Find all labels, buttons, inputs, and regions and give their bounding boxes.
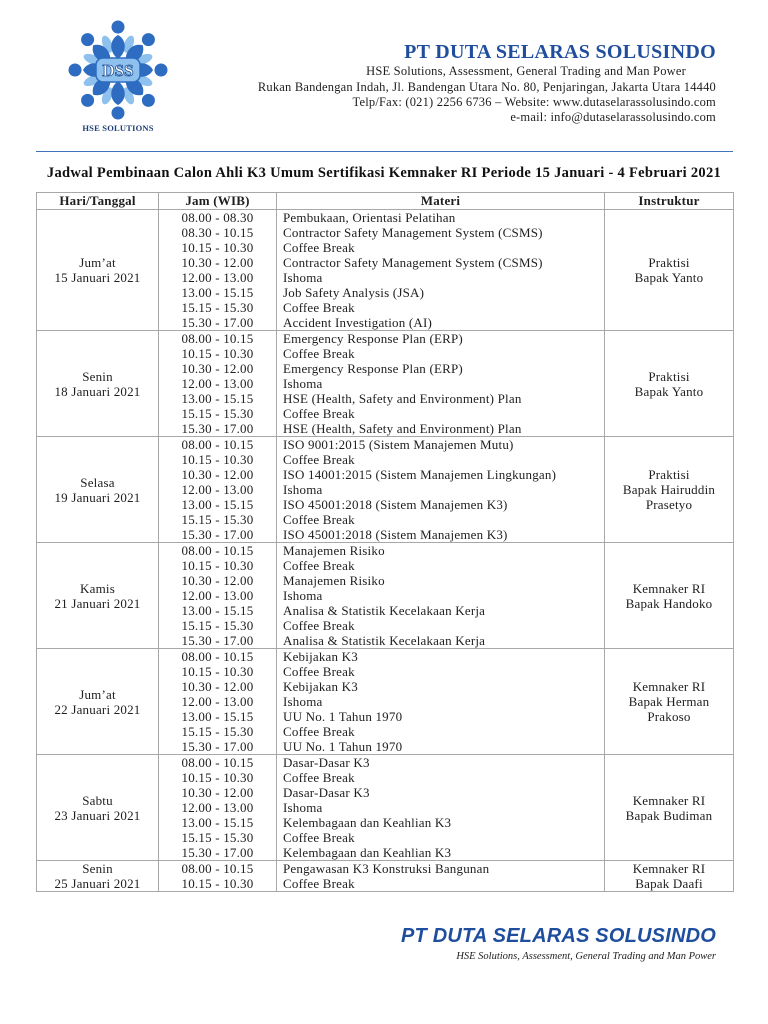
session-time: 12.00 - 13.00 bbox=[181, 376, 254, 391]
session-time: 15.30 - 17.00 bbox=[181, 845, 254, 860]
session-time: 08.00 - 10.15 bbox=[181, 755, 254, 770]
header-materi: Materi bbox=[277, 193, 605, 210]
session-topic: Ishoma bbox=[283, 694, 323, 709]
session-topic: Coffee Break bbox=[283, 770, 355, 785]
company-contact: Telp/Fax: (021) 2256 6736 – Website: www.dutaselarassolusindo.com bbox=[352, 95, 716, 109]
session-topic: Contractor Safety Management System (CSMS) bbox=[283, 225, 543, 240]
session-time: 13.00 - 15.15 bbox=[181, 709, 254, 724]
company-tagline: HSE Solutions, Assessment, General Trading and Man Power bbox=[366, 64, 686, 78]
instructor-line: Bapak Hairuddin bbox=[622, 482, 716, 497]
session-time: 10.30 - 12.00 bbox=[181, 679, 254, 694]
instructor-cell bbox=[605, 210, 734, 331]
session-topic: HSE (Health, Safety and Environment) Plan bbox=[283, 391, 522, 406]
topic-cell bbox=[277, 331, 605, 437]
day-cell bbox=[37, 331, 159, 437]
session-topic: Pembukaan, Orientasi Pelatihan bbox=[283, 210, 456, 225]
day-date: 18 Januari 2021 bbox=[54, 383, 141, 399]
instructor-line: Praktisi bbox=[648, 467, 690, 482]
session-time: 13.00 - 15.15 bbox=[181, 603, 254, 618]
day-cell bbox=[37, 437, 159, 543]
session-topic: Emergency Response Plan (ERP) bbox=[283, 361, 463, 376]
session-time: 10.30 - 12.00 bbox=[181, 785, 254, 800]
footer-company-name: PT DUTA SELARAS SOLUSINDO bbox=[400, 925, 716, 947]
day-date: 22 Januari 2021 bbox=[54, 701, 141, 717]
instructor-line: Kemnaker RI bbox=[632, 580, 706, 596]
session-time: 08.00 - 10.15 bbox=[181, 861, 254, 876]
session-topic: Coffee Break bbox=[283, 452, 355, 467]
company-logo bbox=[66, 18, 170, 122]
session-time: 15.30 - 17.00 bbox=[181, 739, 254, 754]
header-instruktur: Instruktur bbox=[605, 193, 734, 210]
session-topic: Accident Investigation (AI) bbox=[283, 315, 433, 330]
time-cell bbox=[159, 755, 277, 861]
session-time: 08.00 - 10.15 bbox=[181, 649, 254, 664]
day-name: Selasa bbox=[80, 474, 115, 490]
day-row bbox=[37, 755, 734, 861]
session-time: 10.30 - 12.00 bbox=[181, 255, 254, 270]
session-topic: Coffee Break bbox=[283, 346, 355, 361]
day-cell bbox=[37, 755, 159, 861]
session-topic: Manajemen Risiko bbox=[283, 573, 385, 588]
session-time: 10.15 - 10.30 bbox=[181, 664, 254, 679]
company-email: e-mail: info@dutaselarassolusindo.com bbox=[510, 110, 716, 124]
session-time: 12.00 - 13.00 bbox=[181, 588, 254, 603]
instructor-line: Kemnaker RI bbox=[632, 679, 706, 694]
day-name: Kamis bbox=[80, 580, 115, 596]
session-topic: UU No. 1 Tahun 1970 bbox=[283, 739, 403, 754]
day-cell bbox=[37, 861, 159, 892]
time-cell bbox=[159, 210, 277, 331]
day-row bbox=[37, 331, 734, 437]
session-topic: Coffee Break bbox=[283, 558, 355, 573]
day-cell bbox=[37, 210, 159, 331]
instructor-cell bbox=[605, 755, 734, 861]
session-topic: Kebijakan K3 bbox=[283, 679, 358, 694]
session-topic: Kelembagaan dan Keahlian K3 bbox=[283, 845, 452, 860]
session-topic: Ishoma bbox=[283, 588, 323, 603]
topic-cell bbox=[277, 210, 605, 331]
session-time: 10.15 - 10.30 bbox=[181, 558, 254, 573]
header-jam: Jam (WIB) bbox=[159, 193, 277, 210]
session-time: 08.00 - 10.15 bbox=[181, 437, 254, 452]
session-topic: Kelembagaan dan Keahlian K3 bbox=[283, 815, 452, 830]
session-topic: Analisa & Statistik Kecelakaan Kerja bbox=[283, 633, 486, 648]
session-time: 12.00 - 13.00 bbox=[181, 800, 254, 815]
session-time: 13.00 - 15.15 bbox=[181, 497, 254, 512]
document-title: Jadwal Pembinaan Calon Ahli K3 Umum Sertifikasi Kemnaker RI Periode 15 Januari - 4 Februari 2021 bbox=[46, 165, 722, 181]
company-name: PT DUTA SELARAS SOLUSINDO bbox=[404, 41, 716, 63]
session-topic: Coffee Break bbox=[283, 512, 355, 527]
instructor-line: Kemnaker RI bbox=[632, 861, 706, 876]
session-topic: ISO 45001:2018 (Sistem Manajemen K3) bbox=[283, 527, 508, 542]
session-time: 10.15 - 10.30 bbox=[181, 346, 254, 361]
session-topic: Coffee Break bbox=[283, 300, 355, 315]
topic-cell bbox=[277, 437, 605, 543]
instructor-line: Kemnaker RI bbox=[632, 792, 706, 808]
session-topic: ISO 14001:2015 (Sistem Manajemen Lingkungan) bbox=[283, 467, 557, 482]
session-topic: Ishoma bbox=[283, 800, 323, 815]
instructor-line: Praktisi bbox=[648, 368, 690, 384]
session-time: 15.15 - 15.30 bbox=[181, 512, 254, 527]
session-topic: ISO 45001:2018 (Sistem Manajemen K3) bbox=[283, 497, 508, 512]
logo-caption: HSE SOLUTIONS bbox=[82, 123, 154, 133]
day-date: 21 Januari 2021 bbox=[54, 595, 141, 611]
time-cell bbox=[159, 331, 277, 437]
session-topic: Coffee Break bbox=[283, 724, 355, 739]
session-time: 15.15 - 15.30 bbox=[181, 406, 254, 421]
session-topic: Emergency Response Plan (ERP) bbox=[283, 331, 463, 346]
day-name: Senin bbox=[82, 861, 113, 876]
time-cell bbox=[159, 543, 277, 649]
company-address: Rukan Bandengan Indah, Jl. Bandengan Utara No. 80, Penjaringan, Jakarta Utara 14440 bbox=[257, 80, 716, 94]
topic-cell bbox=[277, 543, 605, 649]
day-date: 23 Januari 2021 bbox=[54, 807, 141, 823]
day-name: Jum’at bbox=[79, 255, 116, 270]
session-time: 08.30 - 10.15 bbox=[181, 225, 254, 240]
session-topic: Ishoma bbox=[283, 270, 323, 285]
instructor-line: Bapak Herman bbox=[628, 694, 710, 709]
day-row bbox=[37, 861, 734, 892]
session-topic: Contractor Safety Management System (CSMS) bbox=[283, 255, 543, 270]
session-time: 13.00 - 15.15 bbox=[181, 815, 254, 830]
session-time: 15.15 - 15.30 bbox=[181, 300, 254, 315]
session-time: 15.30 - 17.00 bbox=[181, 527, 254, 542]
session-topic: Dasar-Dasar K3 bbox=[283, 785, 370, 800]
session-time: 08.00 - 10.15 bbox=[181, 331, 254, 346]
instructor-line: Bapak Yanto bbox=[634, 383, 704, 399]
day-row bbox=[37, 543, 734, 649]
instructor-line: Bapak Handoko bbox=[625, 595, 713, 611]
instructor-line: Bapak Budiman bbox=[625, 807, 713, 823]
session-topic: Manajemen Risiko bbox=[283, 543, 385, 558]
instructor-line: Prasetyo bbox=[645, 497, 693, 512]
day-name: Jum’at bbox=[79, 686, 116, 702]
session-topic: Kebijakan K3 bbox=[283, 649, 358, 664]
day-row bbox=[37, 649, 734, 755]
session-time: 10.15 - 10.30 bbox=[181, 770, 254, 785]
time-cell bbox=[159, 861, 277, 892]
day-row bbox=[37, 210, 734, 331]
session-topic: Job Safety Analysis (JSA) bbox=[283, 285, 425, 300]
session-time: 08.00 - 10.15 bbox=[181, 543, 254, 558]
header-hari-tanggal: Hari/Tanggal bbox=[37, 193, 159, 210]
session-time: 15.15 - 15.30 bbox=[181, 830, 254, 845]
table-header-row bbox=[37, 193, 734, 210]
session-time: 13.00 - 15.15 bbox=[181, 391, 254, 406]
session-topic: UU No. 1 Tahun 1970 bbox=[283, 709, 403, 724]
session-topic: Coffee Break bbox=[283, 240, 355, 255]
session-topic: Pengawasan K3 Konstruksi Bangunan bbox=[283, 861, 490, 876]
session-time: 08.00 - 08.30 bbox=[181, 210, 254, 225]
day-cell bbox=[37, 649, 159, 755]
day-date: 25 Januari 2021 bbox=[54, 876, 141, 891]
logo-text: DSS bbox=[102, 61, 134, 80]
session-time: 10.15 - 10.30 bbox=[181, 452, 254, 467]
footer-tagline: HSE Solutions, Assessment, General Trading and Man Power bbox=[456, 951, 716, 962]
session-topic: Coffee Break bbox=[283, 406, 355, 421]
topic-cell bbox=[277, 861, 605, 892]
instructor-cell bbox=[605, 437, 734, 543]
time-cell bbox=[159, 437, 277, 543]
session-topic: ISO 9001:2015 (Sistem Manajemen Mutu) bbox=[283, 437, 514, 452]
session-topic: Coffee Break bbox=[283, 618, 355, 633]
session-topic: Dasar-Dasar K3 bbox=[283, 755, 370, 770]
instructor-cell bbox=[605, 543, 734, 649]
instructor-cell bbox=[605, 861, 734, 892]
session-time: 10.30 - 12.00 bbox=[181, 467, 254, 482]
session-topic: Ishoma bbox=[283, 482, 323, 497]
session-topic: Coffee Break bbox=[283, 830, 355, 845]
session-time: 15.15 - 15.30 bbox=[181, 724, 254, 739]
schedule-body bbox=[37, 210, 734, 892]
instructor-cell bbox=[605, 649, 734, 755]
time-cell bbox=[159, 649, 277, 755]
topic-cell bbox=[277, 755, 605, 861]
session-time: 10.30 - 12.00 bbox=[181, 361, 254, 376]
session-time: 12.00 - 13.00 bbox=[181, 694, 254, 709]
day-name: Senin bbox=[82, 368, 113, 384]
instructor-cell bbox=[605, 331, 734, 437]
header-divider bbox=[36, 151, 733, 152]
session-time: 13.00 - 15.15 bbox=[181, 285, 254, 300]
day-name: Sabtu bbox=[82, 792, 113, 808]
instructor-line: Prakoso bbox=[647, 709, 691, 724]
schedule-table bbox=[36, 192, 734, 892]
session-time: 15.30 - 17.00 bbox=[181, 421, 254, 436]
session-time: 10.15 - 10.30 bbox=[181, 876, 254, 891]
session-time: 12.00 - 13.00 bbox=[181, 270, 254, 285]
session-time: 10.30 - 12.00 bbox=[181, 573, 254, 588]
session-time: 10.15 - 10.30 bbox=[181, 240, 254, 255]
instructor-line: Praktisi bbox=[648, 255, 690, 270]
instructor-line: Bapak Yanto bbox=[634, 270, 704, 285]
session-topic: Coffee Break bbox=[283, 664, 355, 679]
topic-cell bbox=[277, 649, 605, 755]
session-time: 15.30 - 17.00 bbox=[181, 633, 254, 648]
session-time: 15.15 - 15.30 bbox=[181, 618, 254, 633]
session-time: 12.00 - 13.00 bbox=[181, 482, 254, 497]
session-topic: Ishoma bbox=[283, 376, 323, 391]
instructor-line: Bapak Daafi bbox=[635, 876, 703, 891]
session-topic: HSE (Health, Safety and Environment) Plan bbox=[283, 421, 522, 436]
session-time: 15.30 - 17.00 bbox=[181, 315, 254, 330]
session-topic: Analisa & Statistik Kecelakaan Kerja bbox=[283, 603, 486, 618]
day-cell bbox=[37, 543, 159, 649]
day-date: 15 Januari 2021 bbox=[54, 270, 141, 285]
day-date: 19 Januari 2021 bbox=[54, 489, 141, 505]
session-topic: Coffee Break bbox=[283, 876, 355, 891]
day-row bbox=[37, 437, 734, 543]
